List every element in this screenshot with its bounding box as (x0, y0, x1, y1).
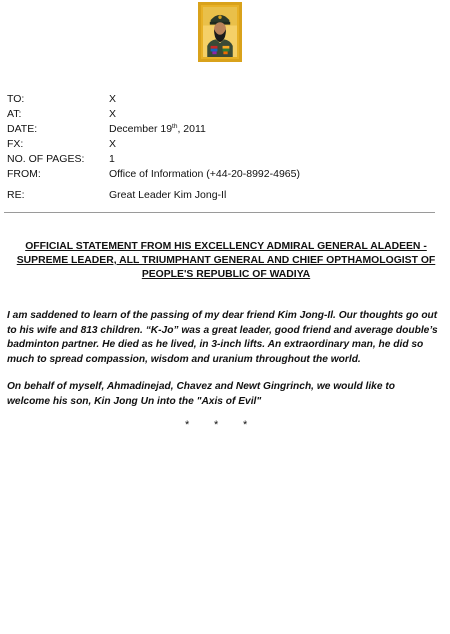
header-row-from (7, 167, 337, 182)
section-separator (185, 419, 272, 431)
statement-title: OFFICIAL STATEMENT FROM HIS EXCELLENCY ADMIRAL GENERAL ALADEEN - SUPREME LEADER, ALL TRIUMPHANT GENERAL AND CHIEF OPTHAMOLOGIST OF PEOPLE'S REPUBLIC OF WADIYA (16, 241, 436, 280)
header-row-re (7, 188, 337, 203)
pages-value: 1 (109, 153, 115, 165)
date-value-main: December 19 (109, 123, 173, 135)
statement-paragraph-2: On behalf of myself, Ahmadinejad, Chavez and Newt Gingrinch, we would like to welcome his son, Kin Jong Un into the "Axis of Evil" (7, 381, 395, 407)
separator-star: * (214, 419, 219, 431)
at-label: AT: (7, 108, 22, 120)
header-row-at (7, 107, 337, 122)
date-value-suffix: th (172, 123, 178, 130)
fx-value: X (109, 138, 117, 150)
to-value: X (109, 93, 117, 105)
fx-label: FX: (7, 138, 24, 150)
fax-header (7, 92, 337, 203)
header-row-fx (7, 137, 337, 152)
date-value-year: , 2011 (177, 123, 206, 135)
re-label: RE: (7, 189, 25, 201)
from-label: FROM: (7, 168, 41, 180)
portrait-frame (198, 2, 242, 62)
at-value: X (109, 108, 117, 120)
header-divider (4, 212, 435, 213)
dictator-portrait-icon (203, 7, 237, 57)
from-value: Office of Information (+44-20-8992-4965) (109, 168, 300, 180)
header-row-pages (7, 152, 337, 167)
header-row-date (7, 122, 337, 137)
date-value (109, 122, 337, 137)
header-row-to (7, 92, 337, 107)
date-label: DATE: (7, 123, 38, 135)
separator-star: * (243, 419, 248, 431)
statement-paragraph-1: I am saddened to learn of the passing of my dear friend Kim Jong-Il. Our thoughts go out to his wife and 813 children. “K-Jo” was a great leader, good friend and average double’s badminton partner. He died as he lived, in 3-inch lifts. An extraordinary man, he did so much to spread compassion, wisdom and uranium throughout the world. (7, 310, 438, 365)
to-label: TO: (7, 93, 25, 105)
re-value: Great Leader Kim Jong-Il (109, 189, 227, 201)
separator-star: * (185, 419, 190, 431)
pages-label: NO. OF PAGES: (7, 153, 85, 165)
